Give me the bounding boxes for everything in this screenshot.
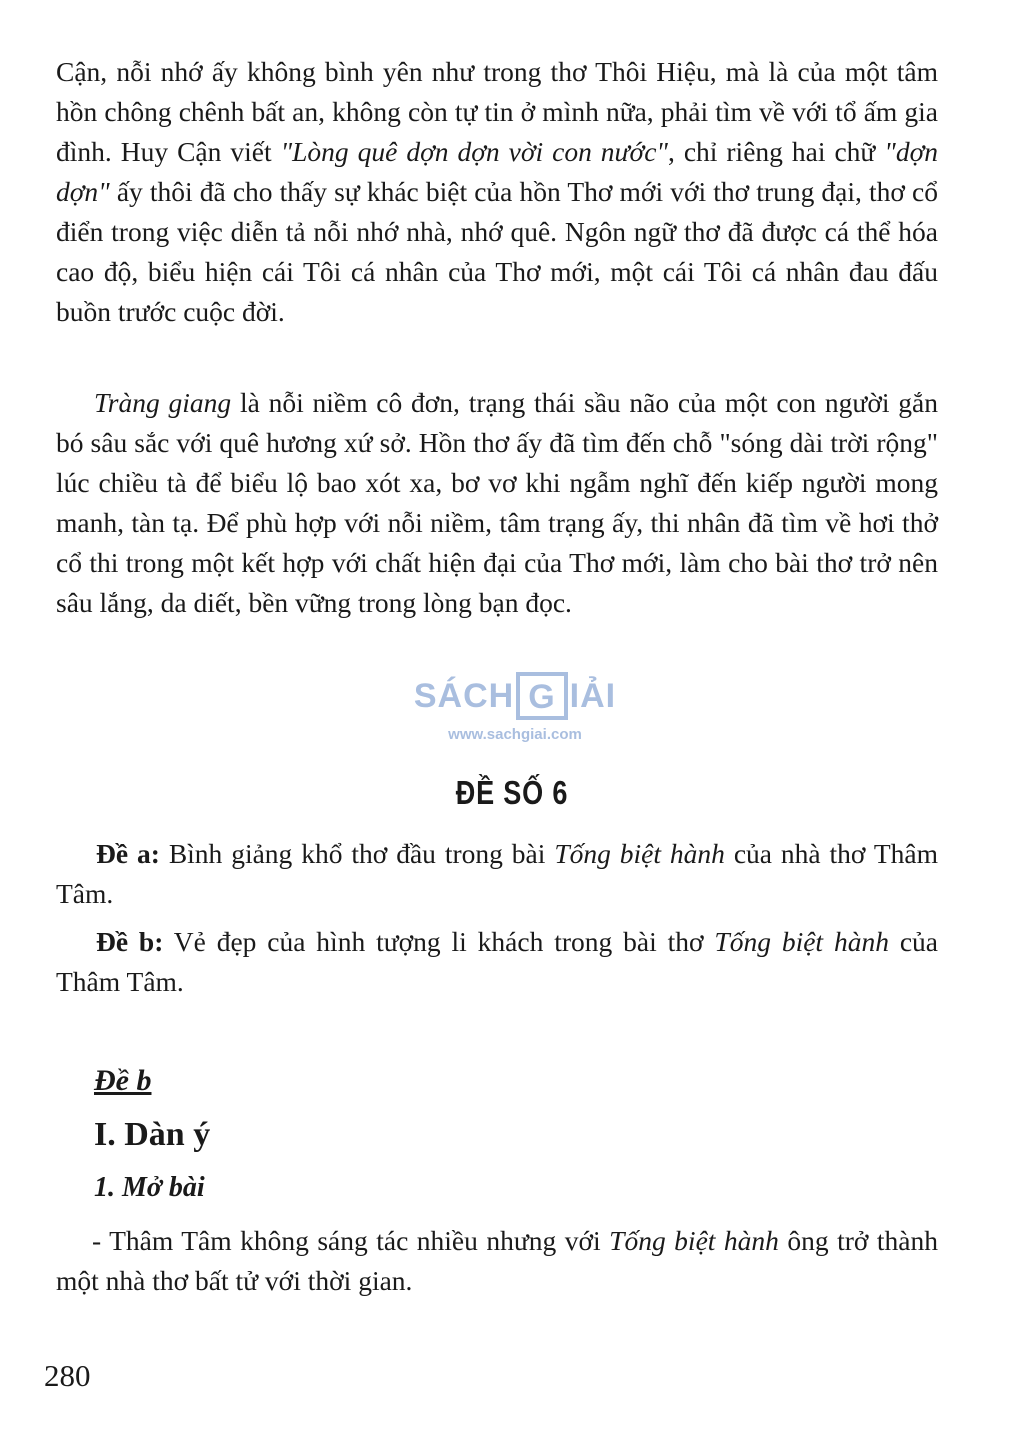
logo-mark: SÁCH G IẢI — [414, 672, 616, 720]
poem-title: Tống biệt hành — [714, 926, 889, 957]
page-number: 280 — [44, 1358, 91, 1393]
paragraph-text: là nỗi niềm cô đơn, trạng thái sầu não của một con người gắn bó sâu sắc với quê hương xứ sở. Hồn thơ ấy đã tìm đến chỗ "sóng dài trời rộng" lúc chiều tà để biểu lộ bao xót xa, bơ vơ khi ngẫm nghĩ đến kiếp người mong manh, tàn tạ. Để phù hợp với nỗi niềm, tâm trạng ấy, thi nhân đã tìm về hơi thở cổ thi trong một kết hợp với chất hiện đại của Thơ mới, làm cho bài thơ trở nên sâu lắng, da diết, bền vững trong lòng bạn đọc. — [56, 387, 938, 618]
question-label: Đề b: — [96, 926, 164, 957]
logo-url: www.sachgiai.com — [448, 726, 582, 743]
paragraph-text: , chỉ riêng hai chữ — [667, 136, 876, 167]
subsection-title: 1. Mở bài — [94, 1172, 205, 1203]
paragraph-text: ấy thôi đã cho thấy sự khác biệt của hồn Thơ mới với thơ trung đại, thơ cổ điển trong việc diễn tả nỗi nhớ nhà, nhớ quê. Ngôn ngữ thơ đã được cá thể hóa cao độ, biểu hiện cái Tôi cá nhân của Thơ mới, một cái Tôi cá nhân đau đấu buồn trước cuộc đời. — [56, 176, 938, 327]
paragraph-continuation — [56, 52, 938, 332]
question-a: Đề a: Bình giảng khổ thơ đầu trong bài Tống biệt hành của nhà thơ Thâm Tâm. — [56, 838, 939, 909]
paragraph-trang-giang — [56, 383, 938, 623]
paragraph-text: Cận, nỗi nhớ ấy không bình yên như trong thơ Thôi Hiệu, mà là của một tâm hồn chông chênh bất an, không còn tự tin ở mình nữa, phải tìm về với tổ ấm gia đình. Huy Cận viết — [56, 56, 938, 167]
section-label: Đề b — [94, 1064, 152, 1097]
question-label: Đề a: — [96, 838, 160, 869]
poem-title: Tống biệt hành — [554, 838, 725, 869]
question-b: Đề b: Vẻ đẹp của hình tượng li khách trong bài thơ Tống biệt hành của Thâm Tâm. — [56, 926, 938, 997]
outline-title: I. Dàn ý — [94, 1116, 211, 1153]
logo-g-box: G — [516, 672, 567, 720]
intro-paragraph: - Thâm Tâm không sáng tác nhiều nhưng với Tống biệt hành ông trở thành một nhà thơ bất tử với thời gian. — [56, 1225, 939, 1296]
quoted-word: "dợn dợn" — [56, 136, 939, 207]
watermark-logo — [410, 672, 620, 772]
poem-title: Tống biệt hành — [609, 1225, 779, 1256]
poem-title: Tràng giang — [94, 387, 232, 418]
section-heading: ĐỀ SỐ 6 — [455, 774, 569, 811]
poem-quote: "Lòng quê dợn dợn vời con nước" — [280, 136, 668, 167]
